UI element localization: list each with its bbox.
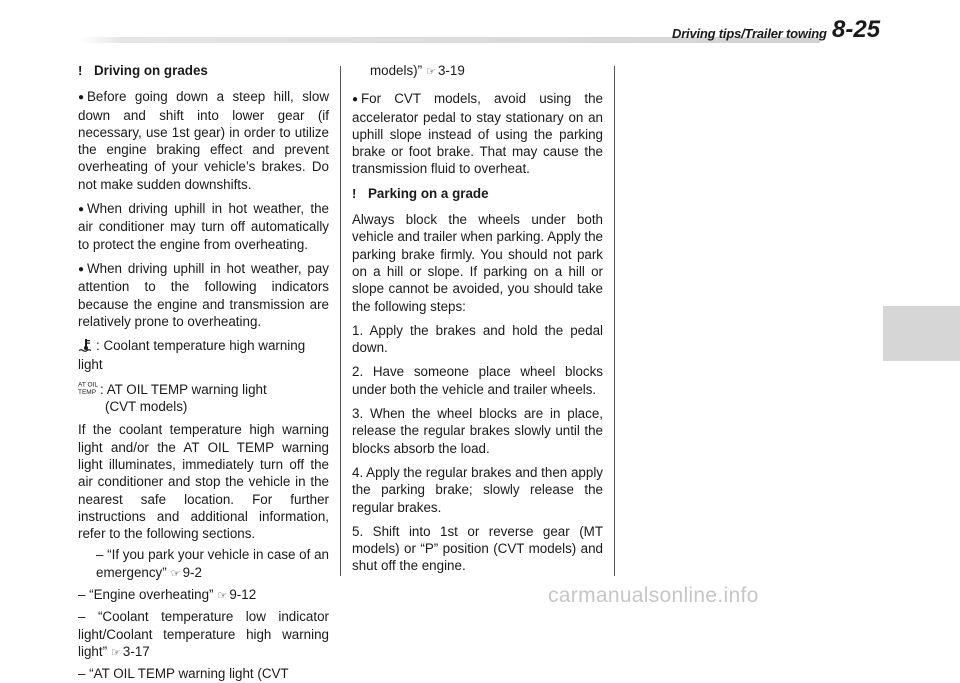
- page-reference-icon: ☞: [111, 646, 121, 659]
- bullet-item: ● When driving uphill in hot weather, pay attention to the following indicators because the engine and transmission are relatively prone to overheating.: [78, 260, 329, 329]
- indicator-note: (CVT models): [105, 399, 188, 415]
- page-number: 8-25: [832, 16, 881, 43]
- bullet-icon: ●: [352, 94, 359, 106]
- coolant-temperature-icon: [78, 338, 94, 356]
- bullet-item: ● For CVT models, avoid using the accelerator pedal to stay stationary on an uphill slope instead of using the parking brake or foot brake. That may cause the transmission fluid to overheat.: [352, 91, 603, 177]
- body-paragraph: If the coolant temperature high warning light and/or the AT OIL TEMP warning light illuminates, immediately turn off the air conditioner and stop the vehicle in the nearest safe location. For further instructions and additional information, refer to the following sections.: [78, 422, 329, 542]
- step-item: 3. When the wheel blocks are in place, release the regular brakes slowly until the blocks absorb the load.: [352, 406, 603, 456]
- heading-driving-on-grades: ! Driving on grades: [78, 63, 208, 78]
- at-oil-temp-indicator-line: AT OIL TEMP : AT OIL TEMP warning light (CVT models): [78, 380, 329, 416]
- bullet-item: ● Before going down a steep hill, slow down and shift into lower gear (if necessary, use 1st gear) in order to utilize the engine braking effect and prevent overheating of your vehicle’s brakes. Do not make sudden downshifts.: [78, 89, 329, 192]
- reference-page[interactable]: 9-12: [229, 587, 257, 603]
- section-title: Driving tips/Trailer towing: [672, 26, 827, 41]
- reference-page[interactable]: 9-2: [182, 564, 202, 580]
- step-item: 2. Have someone place wheel blocks under both the vehicle and trailer wheels.: [352, 364, 603, 397]
- chapter-thumb-tab: [883, 306, 960, 361]
- column-divider: [340, 66, 341, 576]
- bullet-item: ● When driving uphill in hot weather, the air conditioner may turn off automatically to protect the engine from overheating.: [78, 201, 329, 252]
- cross-reference: – “Engine overheating” ☞ 9-12: [78, 587, 257, 603]
- cross-reference: – “Coolant temperature low indicator light/Coolant temperature high warning light” ☞ 3-17: [78, 609, 329, 659]
- step-item: 4. Apply the regular brakes and then apply the parking brake; slowly release the regular brakes.: [352, 464, 603, 515]
- at-oil-temp-icon-lettering: TEMP: [78, 388, 97, 396]
- step-item: 5. Shift into 1st or reverse gear (MT models) or “P” position (CVT models) and shut off the engine.: [352, 523, 603, 574]
- cross-reference: – “AT OIL TEMP warning light (CVT: [78, 666, 289, 682]
- page-reference-icon: ☞: [217, 590, 228, 603]
- body-paragraph: Always block the wheels under both vehicle and trailer when parking. Apply the parking brake firmly. You should not park on a hill or slope. If parking on a hill or slope cannot be avoided, you should take the following steps:: [352, 212, 603, 314]
- heading-parking-on-a-grade: ! Parking on a grade: [352, 185, 489, 201]
- middle-column: [352, 62, 603, 582]
- at-oil-temp-icon-lettering: AT OIL: [78, 381, 98, 389]
- bullet-icon: ●: [78, 204, 85, 216]
- reference-page[interactable]: 3-17: [122, 643, 150, 659]
- page-reference-icon: ☞: [170, 567, 181, 580]
- heading-marker-icon: !: [78, 63, 83, 78]
- cross-reference-continuation: models)” ☞ 3-19: [370, 63, 465, 78]
- bullet-icon: ●: [78, 92, 85, 104]
- left-column: [78, 62, 329, 683]
- step-item: 1. Apply the brakes and hold the pedal down.: [352, 322, 603, 356]
- page-reference-icon: ☞: [426, 66, 436, 78]
- reference-page[interactable]: 3-19: [437, 63, 465, 78]
- heading-marker-icon: !: [352, 185, 357, 201]
- bullet-icon: ●: [78, 263, 85, 275]
- coolant-indicator-line: : Coolant temperature high warning light: [78, 338, 306, 373]
- at-oil-temp-icon: [78, 380, 98, 400]
- cross-reference: – “If you park your vehicle in case of an emergency” ☞ 9-2: [96, 547, 329, 580]
- watermark: carmanualsonline.info: [548, 584, 759, 607]
- right-column-divider: [614, 66, 615, 576]
